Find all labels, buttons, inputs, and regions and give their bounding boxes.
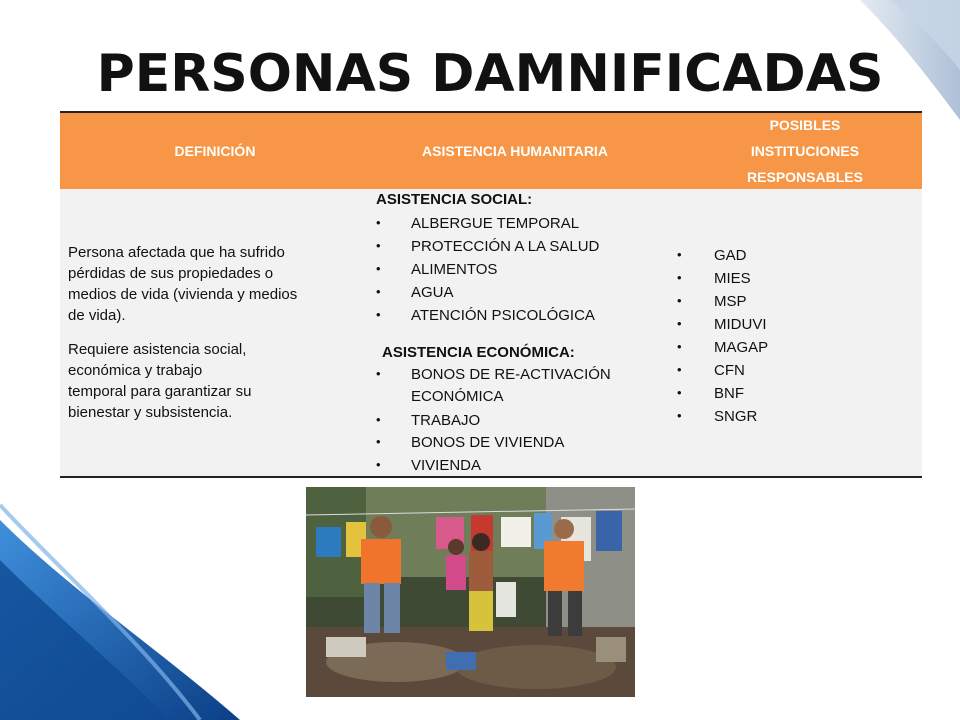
bullet-icon: •	[376, 284, 381, 299]
social-item: ATENCIÓN PSICOLÓGICA	[411, 307, 595, 324]
bullet-icon: •	[376, 215, 381, 230]
economic-item: BONOS DE VIVIENDA	[411, 434, 565, 451]
bullet-icon: •	[677, 270, 682, 285]
header-asistencia: ASISTENCIA HUMANITARIA	[422, 143, 608, 159]
bullet-icon: •	[376, 261, 381, 276]
bullet-icon: •	[677, 316, 682, 331]
definition-paragraph-2	[68, 339, 358, 423]
bullet-icon: •	[677, 362, 682, 377]
institution-item: BNF	[714, 385, 744, 402]
social-item: AGUA	[411, 284, 454, 301]
definition-line: Requiere asistencia social,	[68, 341, 247, 358]
definition-paragraph-1	[68, 242, 358, 326]
bullet-icon: •	[677, 408, 682, 423]
economic-item: TRABAJO	[411, 412, 481, 429]
bullet-icon: •	[376, 238, 381, 253]
definition-line: medios de vida (vivienda y medios	[68, 286, 298, 303]
bullet-icon: •	[376, 457, 381, 472]
institution-item: MSP	[714, 293, 747, 310]
definition-line: bienestar y subsistencia.	[68, 404, 233, 421]
social-item: PROTECCIÓN A LA SALUD	[411, 238, 600, 255]
header-instituciones-line1: POSIBLES	[769, 117, 841, 133]
bullet-icon: •	[376, 434, 381, 449]
table-header-row	[60, 113, 922, 189]
page-title: PERSONAS DAMNIFICADAS	[96, 44, 884, 104]
economic-item-continuation: ECONÓMICA	[411, 388, 504, 405]
bullet-icon: •	[376, 366, 381, 381]
definition-line: temporal para garantizar su	[68, 383, 252, 400]
institution-item: MIES	[714, 270, 751, 287]
social-assistance-title: ASISTENCIA SOCIAL:	[376, 191, 533, 208]
header-instituciones	[690, 113, 920, 189]
definition-line: económica y trabajo	[68, 362, 203, 379]
bullet-icon: •	[677, 293, 682, 308]
header-instituciones-line2: INSTITUCIONES	[750, 143, 860, 159]
institution-item: GAD	[714, 247, 747, 264]
institution-item: MIDUVI	[714, 316, 767, 333]
bullet-icon: •	[376, 307, 381, 322]
bullet-icon: •	[677, 385, 682, 400]
header-instituciones-line3: RESPONSABLES	[747, 169, 863, 185]
bullet-icon: •	[677, 247, 682, 262]
table-body-row	[60, 189, 922, 476]
bullet-icon: •	[677, 339, 682, 354]
definition-line: pérdidas de sus propiedades o	[68, 265, 274, 282]
bullet-icon: •	[376, 412, 381, 427]
economic-item: VIVIENDA	[411, 457, 482, 474]
institution-item: MAGAP	[714, 339, 769, 356]
social-item: ALBERGUE TEMPORAL	[411, 215, 580, 232]
definition-line: de vida).	[68, 307, 126, 324]
flood-aid-photo	[306, 487, 635, 697]
definition-line: Persona afectada que ha sufrido	[68, 244, 285, 261]
economic-assistance-title: ASISTENCIA ECONÓMICA:	[382, 344, 575, 361]
institution-item: SNGR	[714, 408, 758, 425]
social-item: ALIMENTOS	[411, 261, 498, 278]
damnificados-table	[60, 111, 922, 478]
institution-item: CFN	[714, 362, 745, 379]
economic-item: BONOS DE RE-ACTIVACIÓN	[411, 366, 611, 383]
header-definicion: DEFINICIÓN	[174, 143, 256, 159]
